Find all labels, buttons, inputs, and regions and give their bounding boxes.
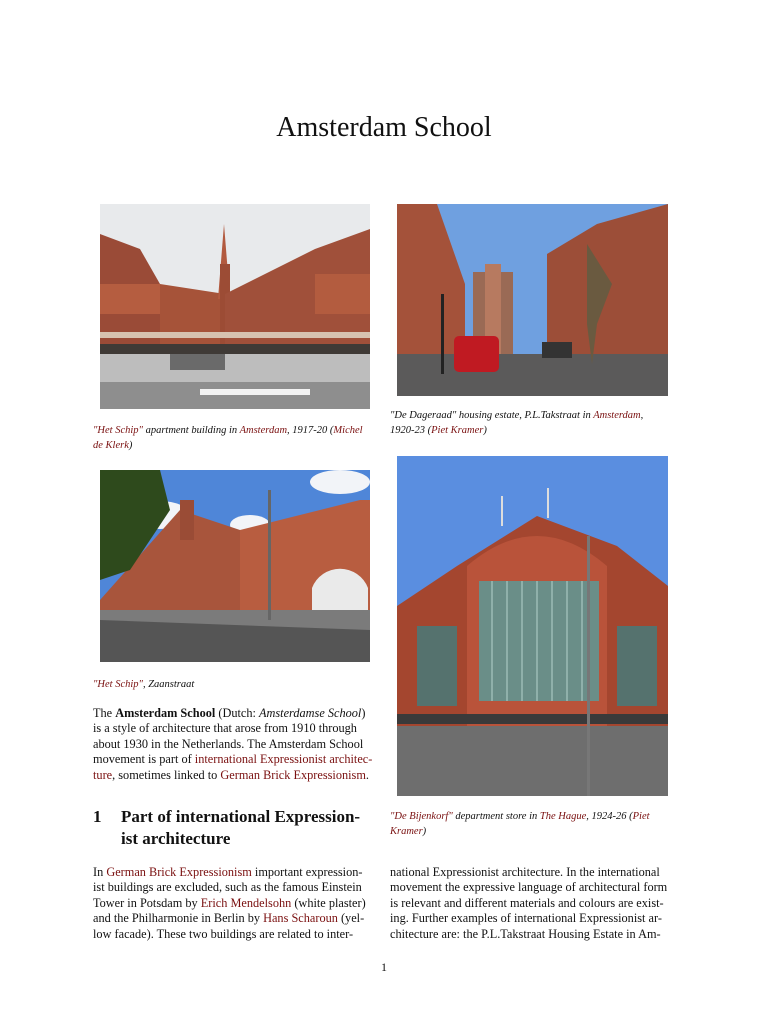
- het-schip-photo: [100, 204, 370, 409]
- de-dageraad-photo: [397, 204, 668, 396]
- caption-text: apartment building in: [142, 425, 240, 436]
- erich-mendelsohn-link[interactable]: Erich Mendelsohn: [200, 895, 292, 910]
- caption-text: , Zaanstraat: [142, 679, 195, 690]
- intro-text: movement is part of: [93, 752, 195, 767]
- body-text: In: [93, 865, 107, 879]
- intro-text: .: [365, 767, 369, 782]
- body-text: (white plaster): [291, 895, 366, 910]
- intro-text: about 1930 in the Netherlands. The Amsterdam School: [93, 736, 364, 751]
- section-number: 1: [93, 807, 102, 826]
- german-brick-expressionism-link[interactable]: German Brick Expressionism: [220, 767, 366, 782]
- michel-de-klerk-link[interactable]: de Klerk: [93, 440, 129, 451]
- document-title: Amsterdam School: [276, 112, 492, 143]
- page-number: 1: [381, 960, 387, 974]
- body-text: ist buildings are excluded, such as the famous Einstein: [93, 880, 362, 895]
- het-schip-caption: [93, 423, 383, 453]
- body-paragraph-left: [93, 865, 378, 942]
- de-bijenkorf-photo: [397, 456, 668, 796]
- de-bijenkorf-caption: [390, 809, 680, 839]
- intro-text: is a style of architecture that arose from 1910 through: [93, 721, 357, 736]
- section-title: [121, 806, 379, 850]
- hans-scharoun-link[interactable]: Hans Scharoun: [263, 911, 338, 926]
- the-hague-link[interactable]: The Hague: [539, 811, 587, 822]
- caption-text: ): [128, 440, 133, 451]
- amsterdam-link[interactable]: Amsterdam: [593, 410, 641, 421]
- piet-kramer-link[interactable]: Piet: [632, 811, 650, 822]
- zaanstraat-caption: [93, 677, 383, 692]
- caption-quote: "Het Schip": [93, 679, 143, 690]
- caption-text: 1920-23 (: [390, 425, 432, 436]
- expressionist-architecture-link[interactable]: ture: [93, 767, 113, 782]
- body-text: important expression-: [251, 865, 363, 879]
- german-brick-expressionism-link[interactable]: German Brick Expressionism: [106, 865, 252, 879]
- caption-text: ): [483, 425, 487, 436]
- body-text: ing. Further examples of international Expressionist ar-: [390, 911, 662, 926]
- section-title-line: ist architecture: [121, 829, 231, 848]
- body-text: movement the expressive language of architectural form: [390, 880, 668, 895]
- intro-text: , sometimes linked to: [112, 767, 221, 782]
- caption-text: ,: [640, 410, 644, 421]
- de-dageraad-caption: [390, 408, 675, 438]
- body-paragraph-right: [390, 865, 678, 942]
- intro-text: (Dutch:: [215, 706, 259, 720]
- body-text: national Expressionist architecture. In the international: [390, 865, 660, 879]
- intro-text: ): [361, 706, 366, 720]
- body-text: and the Philharmonie in Berlin by: [93, 911, 264, 926]
- caption-text: , 1917-20 (: [287, 425, 334, 436]
- caption-text: department store in: [452, 811, 540, 822]
- caption-text: , 1924-26 (: [586, 811, 633, 822]
- body-text: low facade). These two buildings are related to inter-: [93, 926, 354, 941]
- caption-quote: "De Bijenkorf": [390, 811, 453, 822]
- term-bold: Amsterdam School: [115, 706, 216, 720]
- body-text: (yel-: [337, 911, 365, 926]
- expressionist-architecture-link[interactable]: international Expressionist architec-: [194, 752, 373, 767]
- caption-text: ): [422, 826, 427, 837]
- caption-quote: "De Dageraad": [390, 410, 457, 421]
- section-title-line: Part of international Expression-: [121, 807, 361, 826]
- term-italic: Amsterdamse School: [259, 706, 362, 720]
- caption-text: housing estate, P.L.Takstraat in: [456, 410, 594, 421]
- piet-kramer-link[interactable]: Kramer: [390, 826, 423, 837]
- michel-de-klerk-link[interactable]: Michel: [333, 425, 363, 436]
- body-text: is relevant and different materials and colours are exist-: [390, 895, 664, 910]
- body-text: Tower in Potsdam by: [93, 895, 201, 910]
- intro-text: The: [93, 706, 116, 720]
- amsterdam-link[interactable]: Amsterdam: [239, 425, 288, 436]
- caption-quote: "Het Schip": [93, 425, 143, 436]
- zaanstraat-photo: [100, 470, 370, 662]
- intro-paragraph: [93, 706, 378, 783]
- body-text: chitecture are: the P.L.Takstraat Housing Estate in Am-: [390, 926, 661, 941]
- piet-kramer-link[interactable]: Piet Kramer: [431, 425, 484, 436]
